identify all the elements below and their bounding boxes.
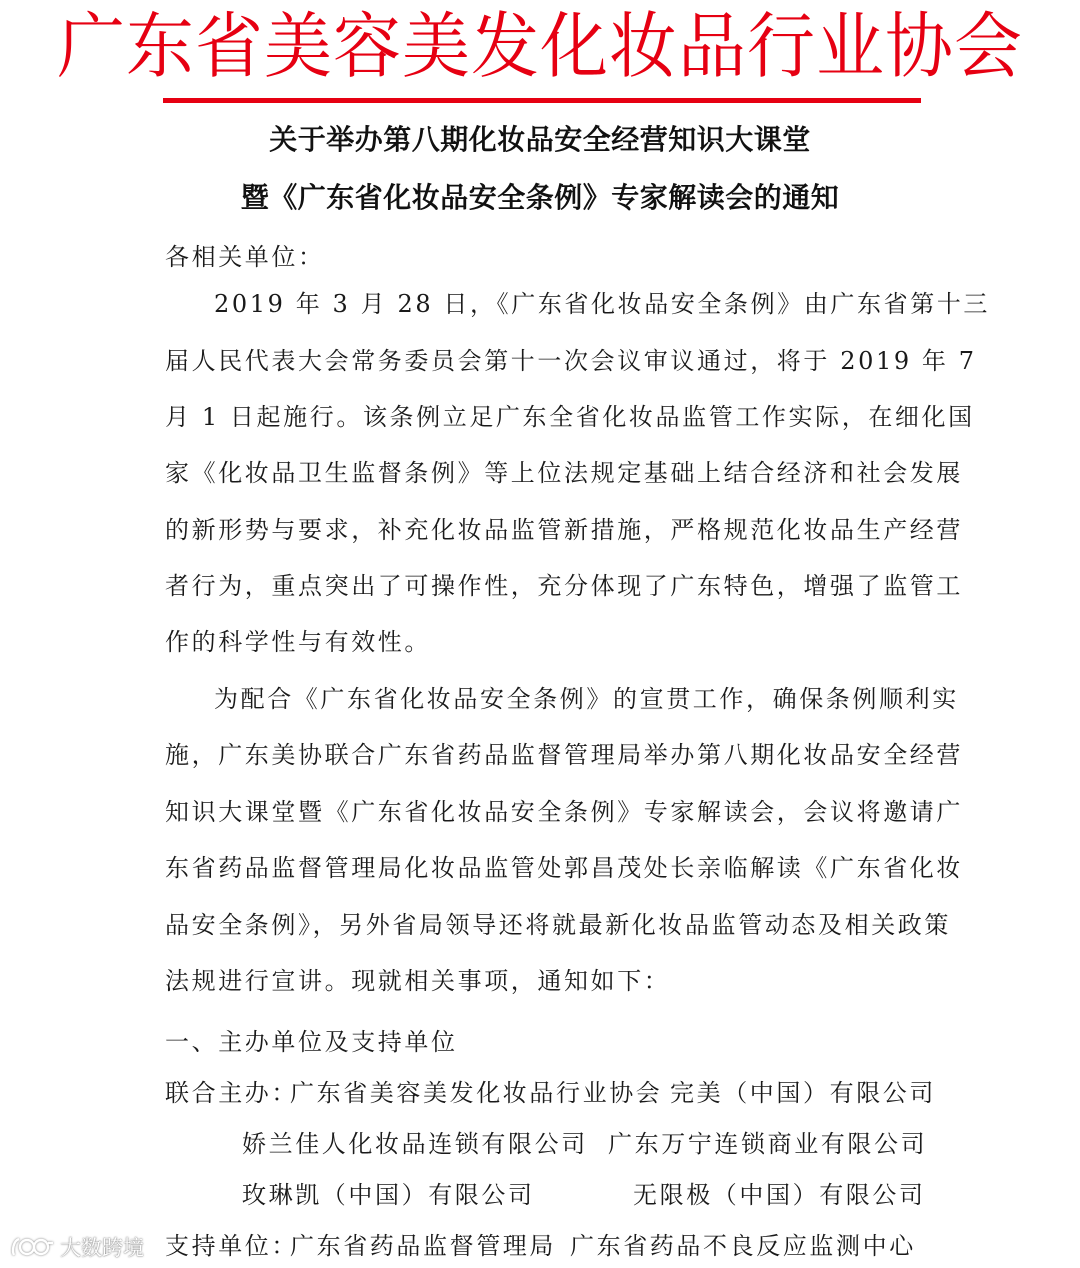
letterhead-divider xyxy=(163,98,921,103)
organizer-item: 广东省美容美发化妆品行业协会 xyxy=(290,1079,663,1107)
supporters-label: 支持单位： xyxy=(165,1232,298,1260)
organization-letterhead: 广东省美容美发化妆品行业协会 xyxy=(56,6,1023,89)
paragraph-1-line: 届人民代表大会常务委员会第十一次会议审议通过，将于 2019 年 7 xyxy=(165,347,977,375)
salutation: 各相关单位： xyxy=(165,243,325,271)
notice-title-line-2: 暨《广东省化妆品安全条例》专家解读会的通知 xyxy=(240,181,840,214)
paragraph-2-line: 品安全条例》，另外省局领导还将就最新化妆品监管动态及相关政策 xyxy=(165,911,951,939)
paragraph-2-line: 法规进行宣讲。现就相关事项，通知如下： xyxy=(165,967,671,995)
paragraph-1-line: 2019 年 3 月 28 日，《广东省化妆品安全条例》由广东省第十三 xyxy=(214,290,991,318)
notice-title-line-1: 关于举办第八期化妆品安全经营知识大课堂 xyxy=(269,123,811,156)
organizer-item: 广东万宁连锁商业有限公司 xyxy=(608,1130,928,1158)
paragraph-2-line: 为配合《广东省化妆品安全条例》的宣贯工作，确保条例顺利实 xyxy=(214,685,959,713)
paragraph-1-line: 家《化妆品卫生监督条例》等上位法规定基础上结合经济和社会发展 xyxy=(165,459,963,487)
paragraph-1-line: 的新形势与要求，补充化妆品监管新措施，严格规范化妆品生产经营 xyxy=(165,516,963,544)
organizer-item: 玫琳凯（中国）有限公司 xyxy=(242,1181,535,1209)
organizer-item: 完美（中国）有限公司 xyxy=(670,1079,936,1107)
supporter-item: 广东省药品不良反应监测中心 xyxy=(570,1232,916,1260)
organizers-label: 联合主办： xyxy=(165,1079,298,1107)
watermark xyxy=(10,1232,144,1262)
paragraph-1-line: 月 1 日起施行。该条例立足广东全省化妆品监管工作实际，在细化国 xyxy=(165,403,975,431)
paragraph-2-line: 施，广东美协联合广东省药品监督管理局举办第八期化妆品安全经营 xyxy=(165,741,963,769)
paragraph-2-line: 东省药品监督管理局化妆品监管处郭昌茂处长亲临解读《广东省化妆 xyxy=(165,854,963,882)
organizer-item: 无限极（中国）有限公司 xyxy=(633,1181,926,1209)
paragraph-1-line: 者行为，重点突出了可操作性，充分体现了广东特色，增强了监管工 xyxy=(165,572,963,600)
paragraph-1-line: 作的科学性与有效性。 xyxy=(165,628,431,656)
supporter-item: 广东省药品监督管理局 xyxy=(290,1232,556,1260)
section-1-heading: 一、主办单位及支持单位 xyxy=(165,1028,458,1056)
watermark-text: 大数跨境 xyxy=(60,1236,144,1260)
brand-logo-icon xyxy=(10,1233,56,1261)
organizer-item: 娇兰佳人化妆品连锁有限公司 xyxy=(242,1130,588,1158)
paragraph-2-line: 知识大课堂暨《广东省化妆品安全条例》专家解读会，会议将邀请广 xyxy=(165,798,963,826)
